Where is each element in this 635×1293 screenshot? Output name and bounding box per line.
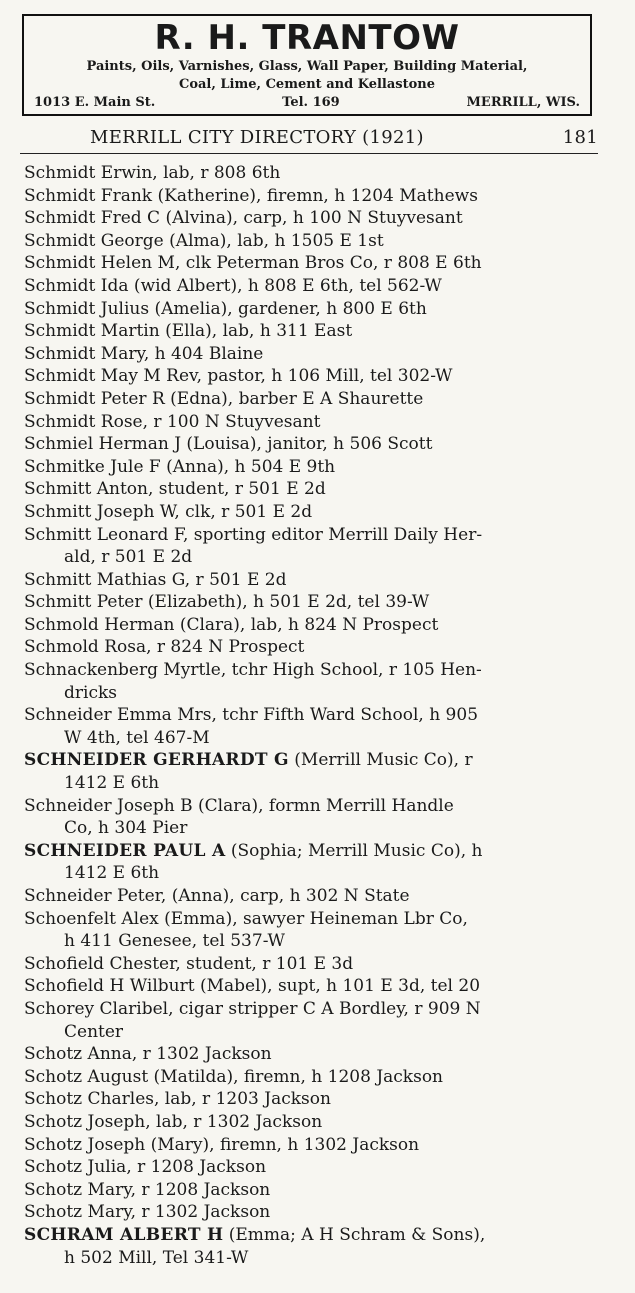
directory-entry bbox=[24, 298, 624, 321]
entry-details: , student, r 101 E 3d bbox=[175, 953, 354, 974]
entry-name: SCHNEIDER GERHARDT G bbox=[24, 750, 289, 771]
directory-entry bbox=[24, 456, 624, 479]
entry-details: , clk, r 501 E 2d bbox=[174, 501, 313, 522]
entry-name: Schotz Joseph bbox=[24, 1134, 146, 1155]
directory-entry bbox=[24, 1043, 624, 1066]
entry-name: Schmidt Frank bbox=[24, 185, 153, 206]
advertiser-address: 1013 E. Main St. bbox=[34, 95, 156, 110]
entry-details: (Clara), formn Merrill Handle bbox=[192, 795, 454, 816]
entry-continuation: h 502 Mill, Tel 341-W bbox=[64, 1247, 249, 1268]
entry-details: (Emma; A H Schram & Sons), bbox=[223, 1224, 486, 1245]
entry-name: Schmiel Herman J bbox=[24, 434, 182, 455]
entry-name: Schneider Emma Mrs bbox=[24, 705, 212, 726]
entry-name: Schmidt Mary bbox=[24, 343, 144, 364]
entry-details: (Elizabeth), h 501 E 2d, tel 39-W bbox=[142, 592, 430, 613]
entry-name: Schotz August bbox=[24, 1066, 149, 1087]
entry-name: Schorey Claribel bbox=[24, 998, 169, 1019]
directory-entry bbox=[24, 840, 624, 863]
directory-entry bbox=[24, 230, 624, 253]
entry-name: Schotz Mary bbox=[24, 1179, 131, 1200]
directory-entry bbox=[24, 275, 624, 298]
directory-entry bbox=[24, 185, 624, 208]
entry-name: SCHNEIDER PAUL A bbox=[24, 840, 226, 861]
entry-details: (Merrill Music Co), r bbox=[288, 750, 473, 771]
entry-details: , student, r 501 E 2d bbox=[147, 479, 326, 500]
directory-title: MERRILL CITY DIRECTORY (1921) bbox=[90, 127, 424, 148]
entry-details: (Edna), barber E A Shaurette bbox=[164, 388, 424, 409]
entry-name: Schmold Rosa bbox=[24, 637, 147, 658]
directory-entry bbox=[24, 1066, 624, 1089]
entry-name: Schotz Joseph bbox=[24, 1111, 146, 1132]
entry-details: , r 1302 Jackson bbox=[131, 1044, 272, 1065]
entry-details: (Emma), sawyer Heineman Lbr Co, bbox=[158, 908, 468, 929]
entry-details: , pastor, h 106 Mill, tel 302-W bbox=[196, 366, 453, 387]
entry-name: Schmidt Helen M bbox=[24, 253, 175, 274]
entry-details: , clk Peterman Bros Co, r 808 E 6th bbox=[174, 253, 482, 274]
directory-entry bbox=[24, 343, 624, 366]
directory-entry bbox=[24, 998, 624, 1021]
directory-entry bbox=[24, 1088, 624, 1111]
directory-entry bbox=[24, 501, 624, 524]
entry-name: Schotz Charles bbox=[24, 1089, 154, 1110]
entry-name: Schmidt Erwin bbox=[24, 163, 153, 183]
entry-details: (Katherine), firemn, h 1204 Mathews bbox=[152, 185, 478, 206]
entry-name: Schmidt Peter R bbox=[24, 388, 165, 409]
entry-details: (wid Albert), h 808 E 6th, tel 562-W bbox=[128, 275, 442, 296]
directory-entry bbox=[24, 1201, 624, 1224]
entry-details: , lab, r 1302 Jackson bbox=[145, 1111, 323, 1132]
entry-name: Schneider Joseph B bbox=[24, 795, 193, 816]
entry-details: , r 100 N Stuyvesant bbox=[142, 411, 321, 432]
entry-details: (Ella), lab, h 311 East bbox=[159, 321, 353, 342]
entry-name: Schmidt May M Rev bbox=[24, 366, 197, 387]
directory-entry bbox=[24, 1134, 624, 1157]
directory-entry bbox=[24, 207, 624, 230]
directory-entry bbox=[24, 162, 624, 185]
entry-name: Schmidt Julius bbox=[24, 298, 150, 319]
entry-details: (Alma), lab, h 1505 E 1st bbox=[163, 230, 384, 251]
entry-name: Schnackenberg Myrtle bbox=[24, 660, 221, 681]
entry-details: (Anna), h 504 E 9th bbox=[160, 456, 336, 477]
entry-name: Schmidt Rose bbox=[24, 411, 143, 432]
entry-details: , lab, r 1203 Jackson bbox=[153, 1089, 331, 1110]
entry-details: , cigar stripper C A Bordley, r 909 N bbox=[168, 998, 481, 1019]
entry-details: (Clara), lab, h 824 N Prospect bbox=[174, 614, 439, 635]
entry-details: (Sophia; Merrill Music Co), h bbox=[225, 840, 483, 861]
entry-name: SCHRAM ALBERT H bbox=[24, 1224, 224, 1245]
entry-name: Schofield H Wilburt bbox=[24, 976, 195, 997]
entry-details: , tchr Fifth Ward School, h 905 bbox=[211, 705, 479, 726]
directory-entry bbox=[24, 569, 624, 592]
entry-details: (Amelia), gardener, h 800 E 6th bbox=[149, 298, 427, 319]
entry-continuation: dricks bbox=[64, 682, 117, 703]
directory-entry bbox=[24, 1179, 624, 1202]
entry-name: Schmitt Peter bbox=[24, 592, 143, 613]
entry-name: Schmold Herman bbox=[24, 614, 175, 635]
entry-name: Schotz Julia bbox=[24, 1157, 127, 1178]
entry-name: Schmitt Mathias G bbox=[24, 569, 185, 590]
advertiser-products-line-1: Paints, Oils, Varnishes, Glass, Wall Paper, Building Material, bbox=[86, 59, 528, 74]
entry-details: , h 404 Blaine bbox=[143, 343, 264, 364]
entry-continuation: 1412 E 6th bbox=[64, 863, 160, 884]
entry-details: , r 501 E 2d bbox=[184, 569, 287, 590]
entry-details: , lab, r 808 6th bbox=[152, 163, 281, 183]
directory-entries bbox=[24, 162, 624, 1269]
directory-entry bbox=[24, 252, 624, 275]
entry-details: , r 824 N Prospect bbox=[146, 637, 305, 658]
entry-name: Schmidt Martin bbox=[24, 321, 160, 342]
directory-entry bbox=[24, 365, 624, 388]
directory-entry bbox=[24, 953, 624, 976]
advertiser-name: R. H. TRANTOW bbox=[154, 18, 460, 58]
entry-continuation: Center bbox=[64, 1021, 124, 1042]
entry-name: Schotz Mary bbox=[24, 1202, 131, 1223]
entry-details: (Mabel), supt, h 101 E 3d, tel 20 bbox=[194, 976, 481, 997]
entry-details: , r 1208 Jackson bbox=[130, 1179, 271, 1200]
directory-entry bbox=[24, 411, 624, 434]
entry-details: , (Anna), carp, h 302 N State bbox=[160, 886, 410, 906]
entry-name: Schmitt Joseph W bbox=[24, 501, 175, 522]
entry-name: Schmitke Jule F bbox=[24, 456, 161, 477]
directory-entry bbox=[24, 478, 624, 501]
entry-continuation: 1412 E 6th bbox=[64, 773, 160, 794]
entry-name: Schofield Chester bbox=[24, 953, 176, 974]
entry-details: (Louisa), janitor, h 506 Scott bbox=[181, 434, 433, 455]
advertiser-products-line-2: Coal, Lime, Cement and Kellastone bbox=[178, 77, 435, 92]
advertiser-contact-row bbox=[24, 94, 590, 112]
entry-continuation: ald, r 501 E 2d bbox=[64, 547, 193, 568]
header-rule bbox=[20, 153, 598, 154]
directory-entry bbox=[24, 749, 624, 772]
entry-details: (Alvina), carp, h 100 N Stuyvesant bbox=[160, 208, 463, 229]
directory-entry bbox=[24, 636, 624, 659]
entry-details: (Matilda), firemn, h 1208 Jackson bbox=[148, 1066, 443, 1087]
entry-name: Schmitt Anton bbox=[24, 479, 148, 500]
advertisement-box bbox=[22, 14, 592, 116]
entry-name: Schneider Peter bbox=[24, 886, 161, 906]
entry-details: , sporting editor Merrill Daily Her- bbox=[182, 524, 483, 545]
directory-entry bbox=[24, 320, 624, 343]
directory-entry bbox=[24, 659, 624, 682]
directory-entry bbox=[24, 1224, 624, 1247]
entry-details: , r 1302 Jackson bbox=[130, 1202, 271, 1223]
running-head bbox=[90, 126, 598, 150]
directory-entry bbox=[24, 704, 624, 727]
entry-continuation: h 411 Genesee, tel 537-W bbox=[64, 931, 285, 952]
directory-entry bbox=[24, 591, 624, 614]
directory-entry bbox=[24, 795, 624, 818]
entry-name: Schmidt George bbox=[24, 230, 164, 251]
directory-entry bbox=[24, 1111, 624, 1134]
entry-details: , tchr High School, r 105 Hen- bbox=[220, 660, 482, 681]
directory-entry bbox=[24, 388, 624, 411]
directory-entry bbox=[24, 614, 624, 637]
advertiser-city: MERRILL, WIS. bbox=[466, 95, 580, 110]
entry-details: , r 1208 Jackson bbox=[126, 1157, 267, 1178]
advertiser-telephone: Tel. 169 bbox=[282, 95, 340, 110]
entry-name: Schmidt Fred C bbox=[24, 208, 161, 229]
entry-continuation: W 4th, tel 467-M bbox=[64, 727, 210, 748]
directory-entry bbox=[24, 524, 624, 547]
directory-entry bbox=[24, 975, 624, 998]
entry-name: Schmidt Ida bbox=[24, 275, 129, 296]
entry-name: Schoenfelt Alex bbox=[24, 908, 159, 929]
entry-name: Schmitt Leonard F bbox=[24, 524, 183, 545]
entry-details: (Mary), firemn, h 1302 Jackson bbox=[145, 1134, 420, 1155]
page-number: 181 bbox=[562, 127, 598, 148]
directory-entry bbox=[24, 908, 624, 931]
directory-entry bbox=[24, 1156, 624, 1179]
entry-continuation: Co, h 304 Pier bbox=[64, 818, 188, 839]
directory-entry bbox=[24, 885, 624, 908]
directory-entry bbox=[24, 433, 624, 456]
entry-name: Schotz Anna bbox=[24, 1044, 132, 1065]
